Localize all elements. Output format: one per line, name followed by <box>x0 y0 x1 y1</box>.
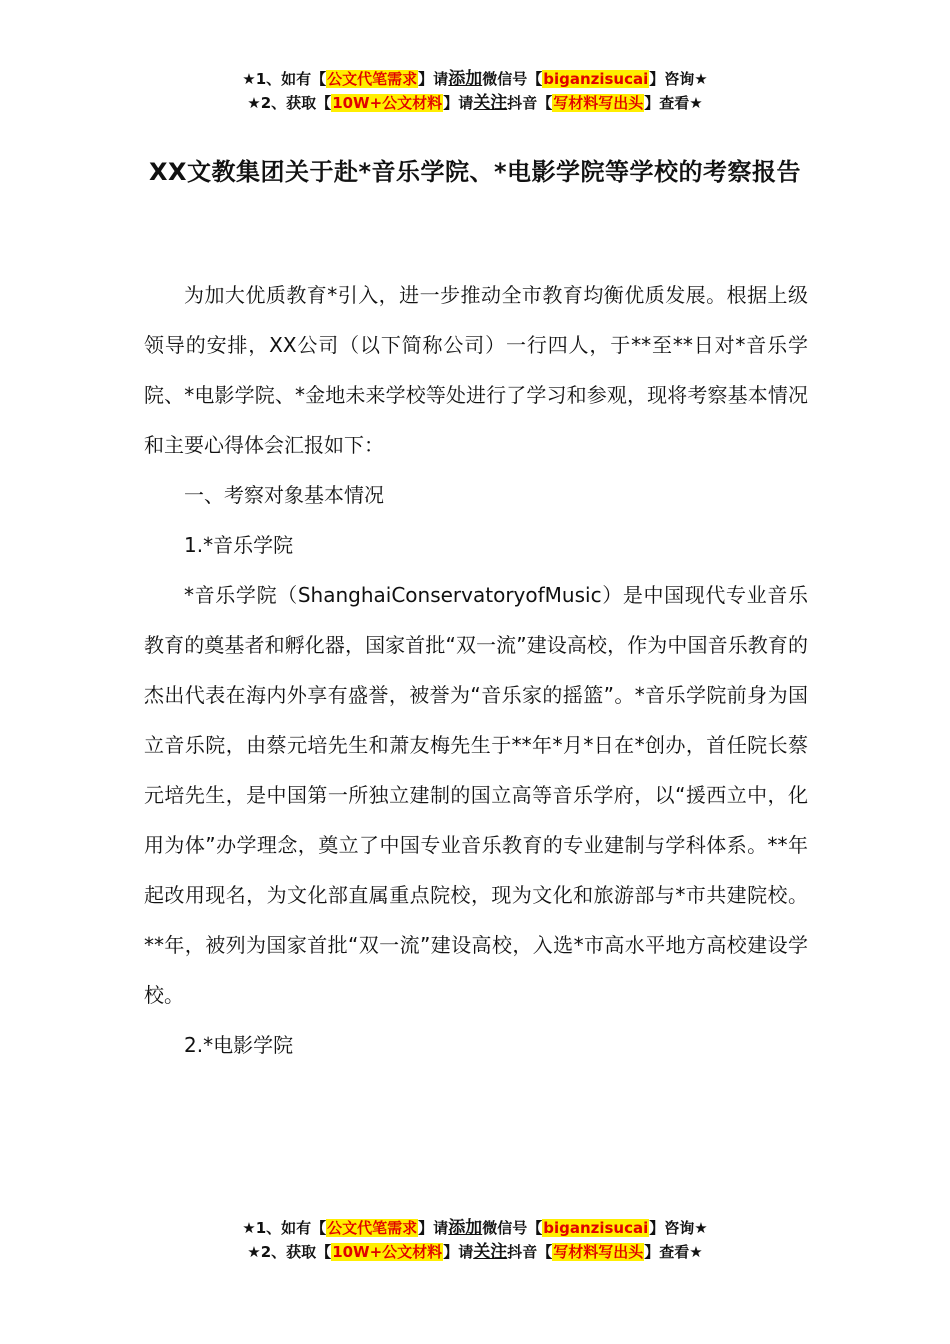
promo-text: 】请 <box>443 94 474 112</box>
top-promo-banner <box>0 67 950 115</box>
promo-highlight: 写材料写出头 <box>553 94 644 112</box>
promo-text: 】咨询★ <box>649 70 708 88</box>
promo-text: ★1、如有【 <box>242 1219 327 1237</box>
promo-line-2 <box>0 1240 950 1264</box>
promo-text: 】查看★ <box>644 1243 703 1261</box>
body-paragraph: *音乐学院（ShanghaiConservatoryofMusic）是中国现代专业音乐教育的奠基者和孵化器，国家首批“双一流”建设高校，作为中国音乐教育的杰出代表在海内外享有盛誉，被誉为“音乐家的摇篮”。*音乐学院前身为国立音乐院，由蔡元培先生和萧友梅先生于**年*月*日在*创办，首任院长蔡元培先生，是中国第一所独立建制的国立高等音乐学府，以“援西立中，化用为体”办学理念，奠立了中国专业音乐教育的专业建制与学科体系。**年起改用现名，为文化部直属重点院校，现为文化和旅游部与*市共建院校。**年，被列为国家首批“双一流”建设高校，入选*市高水平地方高校建设学校。 <box>144 583 808 1007</box>
intro-paragraph: 为加大优质教育*引入，进一步推动全市教育均衡优质发展。根据上级领导的安排，XX公司（以下简称公司）一行四人，于**至**日对*音乐学院、*电影学院、*金地未来学校等处进行了学习和参观，现将考察基本情况和主要心得体会汇报如下： <box>144 283 808 457</box>
promo-highlight: 10W+公文材料 <box>332 1243 443 1261</box>
promo-text: 微信号【 <box>482 70 543 88</box>
promo-text: 抖音【 <box>507 94 553 112</box>
promo-text: 】咨询★ <box>649 1219 708 1237</box>
promo-highlight: 写材料写出头 <box>553 1243 644 1261</box>
document-body <box>144 270 808 1070</box>
promo-underlined: 添加 <box>448 1218 483 1238</box>
promo-highlight: 公文代笔需求 <box>327 1219 418 1237</box>
promo-underlined: 关注 <box>473 93 508 113</box>
promo-text: ★2、获取【 <box>247 1243 332 1261</box>
promo-text: 】请 <box>443 1243 474 1261</box>
promo-text: 抖音【 <box>507 1243 553 1261</box>
promo-line-1 <box>0 1216 950 1240</box>
subsection-heading: 1.*音乐学院 <box>184 533 294 557</box>
promo-text: ★2、获取【 <box>247 94 332 112</box>
promo-underlined: 添加 <box>448 69 483 89</box>
promo-line-2 <box>0 91 950 115</box>
promo-text: 微信号【 <box>482 1219 543 1237</box>
promo-highlight: 10W+公文材料 <box>332 94 443 112</box>
section-heading: 一、考察对象基本情况 <box>184 483 384 507</box>
promo-line-1 <box>0 67 950 91</box>
bottom-promo-banner <box>0 1216 950 1264</box>
promo-text: 】查看★ <box>644 94 703 112</box>
document-title: XX文教集团关于赴*音乐学院、*电影学院等学校的考察报告 <box>148 158 802 186</box>
promo-underlined: 关注 <box>473 1242 508 1262</box>
subsection-heading: 2.*电影学院 <box>184 1033 294 1057</box>
promo-highlight: biganzisucai <box>543 1219 649 1237</box>
promo-highlight: biganzisucai <box>543 70 649 88</box>
promo-highlight: 公文代笔需求 <box>327 70 418 88</box>
promo-text: ★1、如有【 <box>242 70 327 88</box>
promo-text: 】请 <box>418 70 449 88</box>
promo-text: 】请 <box>418 1219 449 1237</box>
